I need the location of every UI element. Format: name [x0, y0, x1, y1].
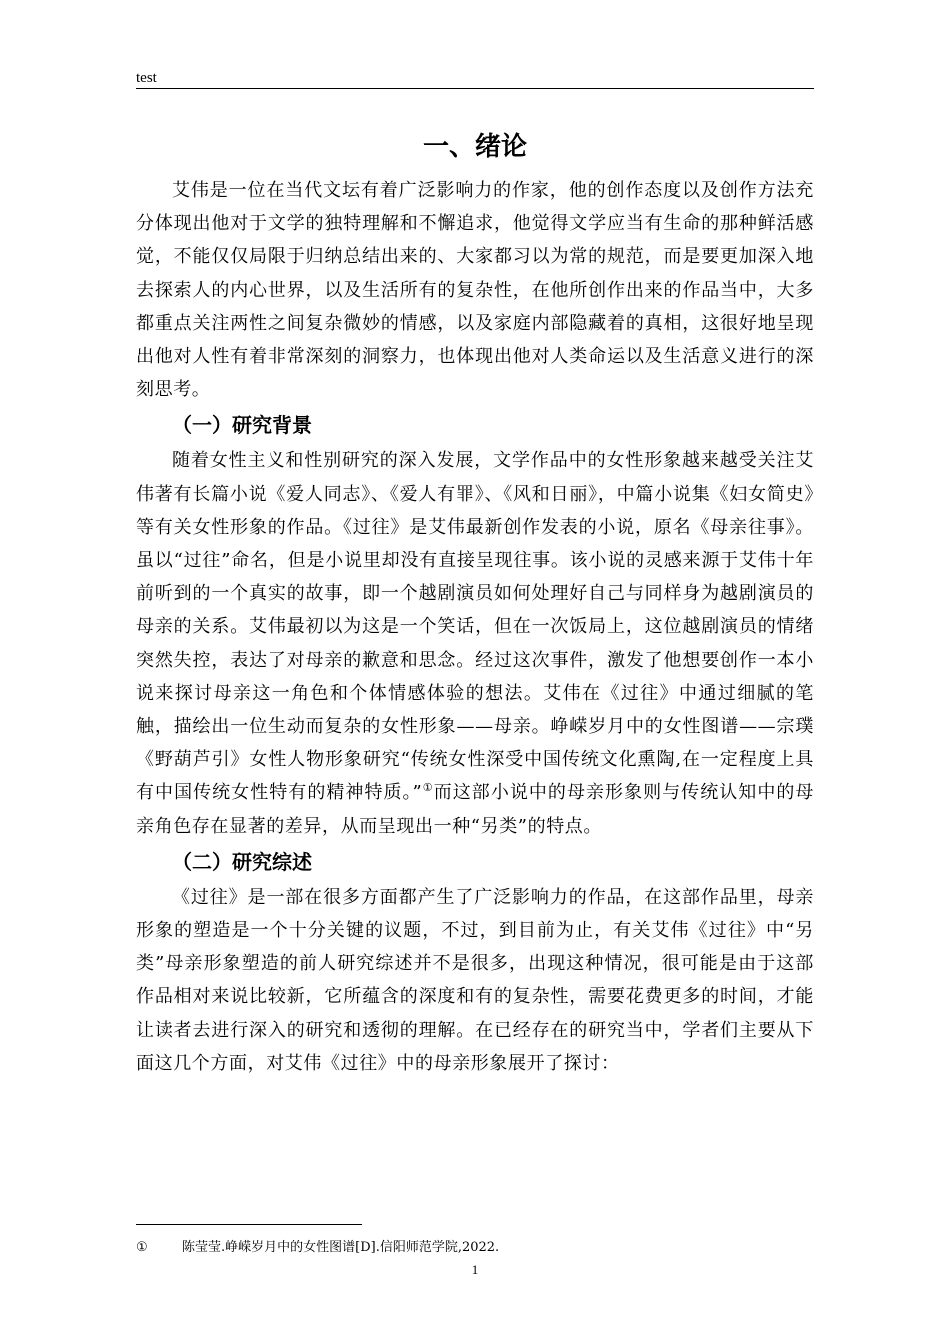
intro-paragraph: 艾伟是一位在当代文坛有着广泛影响力的作家，他的创作态度以及创作方法充分体现出他对于文学的独特理解和不懈追求，他觉得文学应当有生命的那种鲜活感觉，不能仅仅局限于归纳总结出来的、大家都习以为常的规范，而是要更加深入地去探索人的内心世界，以及生活所有的复杂性，在他所创作出来的作品当中，大多都重点关注两性之间复杂微妙的情感，以及家庭内部隐藏着的真相，这很好地呈现出他对人性有着非常深刻的洞察力，也体现出他对人类命运以及生活意义进行的深刻思考。 — [136, 180, 814, 401]
chapter-title: 一、绪论 — [422, 132, 527, 162]
background-text-part2: 而这部小说中的母亲形象则与传统认知中的母亲角色存在显著的差异，从而呈现出一种“另类”的特点。 — [136, 782, 814, 837]
background-paragraph — [136, 444, 814, 842]
footnote-mark: ① — [136, 1240, 148, 1255]
footnote-reference[interactable]: ① — [422, 781, 434, 795]
footnote-divider — [136, 1224, 362, 1225]
review-paragraph: 《过往》是一部在很多方面都产生了广泛影响力的作品，在这部作品里，母亲形象的塑造是一个十分关键的议题，不过，到目前为止，有关艾伟《过往》中“另类”母亲形象塑造的前人研究综述并不是很多，出现这种情况，很可能是由于这部作品相对来说比较新，它所蕴含的深度和有的复杂性，需要花费更多的时间，才能让读者去进行深入的研究和透彻的理解。在已经存在的研究当中，学者们主要从下面这几个方面，对艾伟《过往》中的母亲形象展开了探讨： — [136, 886, 814, 1074]
section-heading-background: （一）研究背景 — [172, 413, 312, 438]
page-header: test — [136, 70, 157, 86]
footnote-text: 陈莹莹.峥嵘岁月中的女性图谱[D].信阳师范学院,2022. — [182, 1240, 500, 1255]
document-body — [136, 128, 814, 1080]
page-number: 1 — [471, 1262, 479, 1277]
footnote — [136, 1236, 499, 1255]
background-text-part1: 随着女性主义和性别研究的深入发展，文学作品中的女性形象越来越受关注艾伟著有长篇小说《爱人同志》、《爱人有罪》、《风和日丽》，中篇小说集《妇女简史》等有关女性形象的作品。《过往》是艾伟最新创作发表的小说，原名《母亲往事》。虽以“过往”命名，但是小说里却没有直接呈现往事。该小说的灵感来源于艾伟十年前听到的一个真实的故事，即一个越剧演员如何处理好自己与同样身为越剧演员的母亲的关系。艾伟最初以为这是一个笑话，但在一次饭局上，这位越剧演员的情绪突然失控，表达了对母亲的歉意和思念。经过这次事件，激发了他想要创作一本小说来探讨母亲这一角色和个体情感体验的想法。艾伟在《过往》中通过细腻的笔触，描绘出一位生动而复杂的女性形象——母亲。峥嵘岁月中的女性图谱——宗璞《野葫芦引》女性人物形象研究“传统女性深受中国传统文化熏陶,在一定程度上具有中国传统女性特有的精神特质。” — [136, 450, 814, 804]
header-divider — [136, 88, 814, 89]
section-heading-review: （二）研究综述 — [172, 849, 312, 874]
